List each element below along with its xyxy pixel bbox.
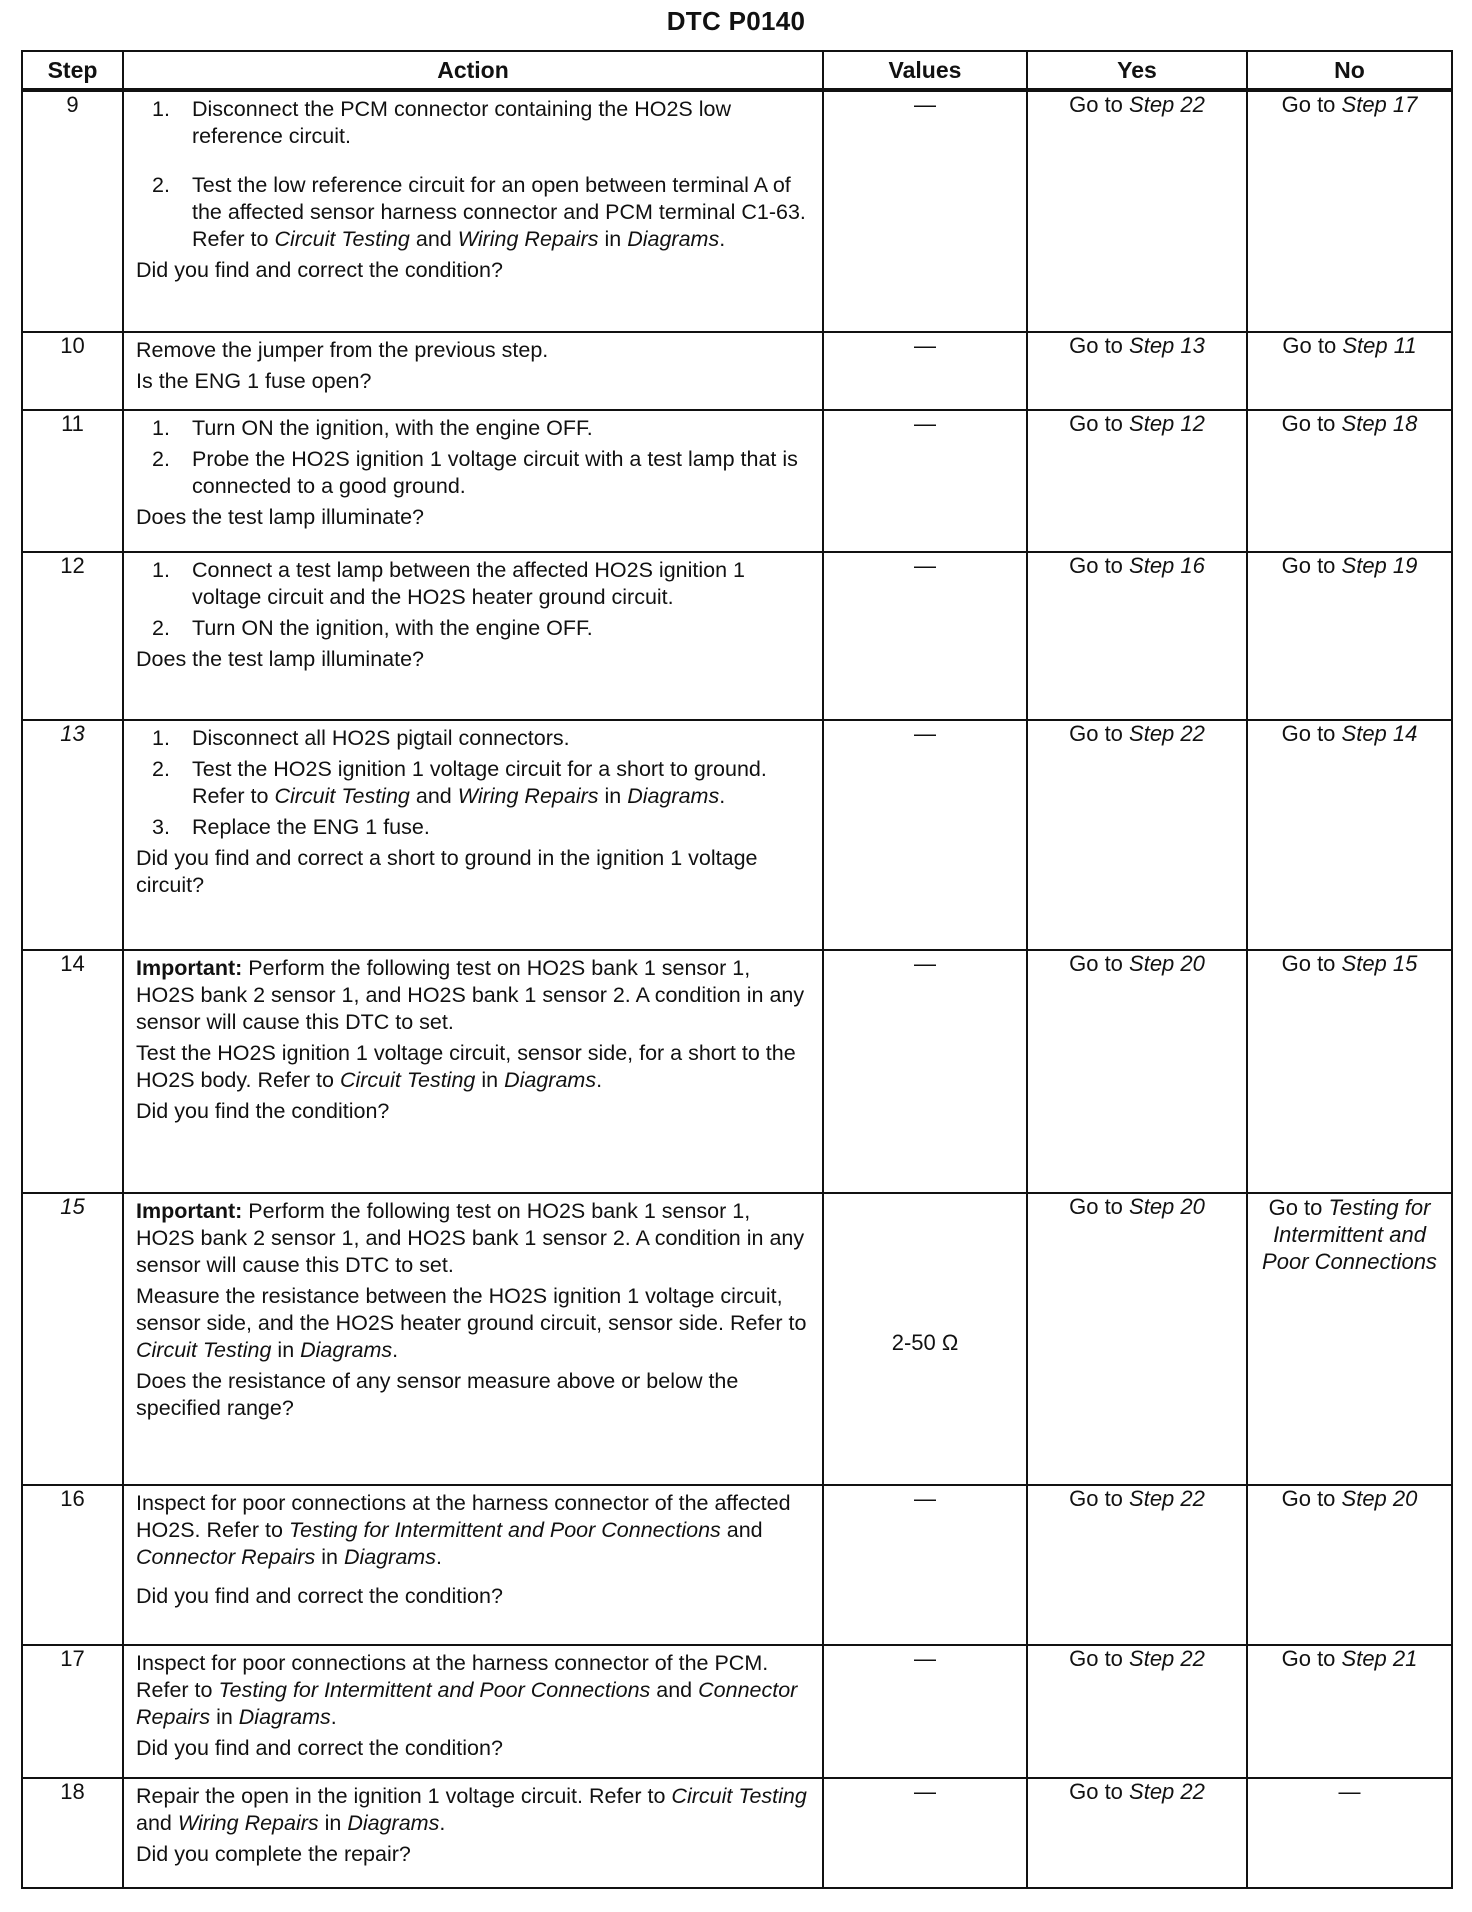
- important-note: [136, 1198, 812, 1279]
- value-text: —: [914, 1486, 936, 1511]
- important-note: [136, 955, 812, 1036]
- important-text: Perform the following test on HO2S bank 1 sensor 1, HO2S bank 2 sensor 1, and HO2S bank 1 sensor 2. A condition in any sensor will cause this DTC to set.: [136, 956, 805, 1034]
- step-number: 18: [22, 1778, 123, 1888]
- value-text: —: [914, 1779, 936, 1804]
- action-text: Inspect for poor connections at the harness connector of the affected HO2S. Refer to Testing for Intermittent and Poor Connections and Connector Repairs in Diagrams.: [136, 1491, 791, 1569]
- values-cell: [823, 552, 1027, 720]
- table-row: [22, 90, 1452, 332]
- action-question: Does the test lamp illuminate?: [136, 505, 425, 529]
- yes-cell: Go to Step 22: [1027, 1778, 1247, 1888]
- action-cell: [123, 1645, 823, 1778]
- action-item-text: Replace the ENG 1 fuse.: [192, 815, 430, 839]
- action-text: Measure the resistance between the HO2S ignition 1 voltage circuit, sensor side, and the HO2S heater ground circuit, sensor side. Refer to Circuit Testing in Diagrams.: [136, 1284, 807, 1362]
- action-item: 1. Connect a test lamp between the affected HO2S ignition 1 voltage circuit and the HO2S heater ground circuit.: [152, 558, 745, 609]
- important-label: Important:: [136, 956, 243, 980]
- table-row: [22, 1193, 1452, 1485]
- value-text: —: [914, 553, 936, 578]
- table-row: [22, 1485, 1452, 1645]
- step-number: 13: [22, 720, 123, 950]
- value-text: 2-50 Ω: [891, 1330, 959, 1355]
- action-item: 1. Disconnect the PCM connector containing the HO2S low reference circuit.: [152, 97, 731, 148]
- yes-cell: Go to Step 20: [1027, 1193, 1247, 1485]
- action-question: Did you find and correct the condition?: [136, 258, 503, 282]
- step-number: 16: [22, 1485, 123, 1645]
- action-question: Did you find and correct the condition?: [136, 1736, 503, 1760]
- page-title: DTC P0140: [666, 6, 806, 36]
- action-cell: [123, 410, 823, 552]
- header-step: Step: [22, 51, 123, 90]
- no-cell: Go to Step 19: [1247, 552, 1452, 720]
- values-cell: [823, 1485, 1027, 1645]
- values-cell: [823, 1645, 1027, 1778]
- header-row: [22, 51, 1452, 90]
- action-question: Did you find and correct the condition?: [136, 1584, 503, 1608]
- values-cell: [823, 332, 1027, 410]
- no-cell: Go to Step 17: [1247, 90, 1452, 332]
- action-question: Does the test lamp illuminate?: [136, 647, 425, 671]
- action-item: 2. Test the low reference circuit for an open between terminal A of the affected sensor harness connector and PCM terminal C1-63. Refer to Circuit Testing and Wiring Repairs in Diagrams.: [152, 173, 806, 251]
- action-item: 3. Replace the ENG 1 fuse.: [152, 815, 430, 839]
- no-cell: Go to Step 18: [1247, 410, 1452, 552]
- action-item-text: Disconnect the PCM connector containing the HO2S low reference circuit.: [192, 97, 731, 148]
- step-number: 17: [22, 1645, 123, 1778]
- header-values: Values: [823, 51, 1027, 90]
- action-item-text: Disconnect all HO2S pigtail connectors.: [192, 726, 570, 750]
- action-item-text: Connect a test lamp between the affected HO2S ignition 1 voltage circuit and the HO2S heater ground circuit.: [192, 558, 745, 609]
- table-row: [22, 332, 1452, 410]
- action-item: 2. Test the HO2S ignition 1 voltage circuit for a short to ground. Refer to Circuit Testing and Wiring Repairs in Diagrams.: [152, 757, 767, 808]
- action-text: Repair the open in the ignition 1 voltage circuit. Refer to Circuit Testing and Wiring Repairs in Diagrams.: [136, 1784, 807, 1835]
- step-number: 10: [22, 332, 123, 410]
- table-row: [22, 1778, 1452, 1888]
- action-question: Is the ENG 1 fuse open?: [136, 369, 372, 393]
- yes-cell: Go to Step 13: [1027, 332, 1247, 410]
- header-yes: Yes: [1027, 51, 1247, 90]
- no-cell: Go to Testing for Intermittent and Poor Connections: [1247, 1193, 1452, 1485]
- values-cell: [823, 90, 1027, 332]
- table-row: [22, 410, 1452, 552]
- action-text: Inspect for poor connections at the harness connector of the PCM. Refer to Testing for Intermittent and Poor Connections and Connector Repairs in Diagrams.: [136, 1651, 798, 1729]
- header-action: Action: [123, 51, 823, 90]
- action-item-text: Test the low reference circuit for an open between terminal A of the affected sensor harness connector and PCM terminal C1-63. Refer to Circuit Testing and Wiring Repairs in Diagrams.: [192, 173, 806, 251]
- no-cell: Go to Step 15: [1247, 950, 1452, 1193]
- values-cell: [823, 1778, 1027, 1888]
- action-item-text: Probe the HO2S ignition 1 voltage circuit with a test lamp that is connected to a good ground.: [192, 447, 798, 498]
- action-cell: [123, 90, 823, 332]
- action-item: 1. Turn ON the ignition, with the engine OFF.: [152, 416, 593, 440]
- step-number: 15: [22, 1193, 123, 1485]
- action-item: 2. Probe the HO2S ignition 1 voltage circuit with a test lamp that is connected to a good ground.: [152, 447, 798, 498]
- table-row: [22, 552, 1452, 720]
- action-text: Test the HO2S ignition 1 voltage circuit, sensor side, for a short to the HO2S body. Refer to Circuit Testing in Diagrams.: [136, 1041, 796, 1092]
- yes-cell: Go to Step 22: [1027, 720, 1247, 950]
- action-item-text: Test the HO2S ignition 1 voltage circuit for a short to ground. Refer to Circuit Testing and Wiring Repairs in Diagrams.: [192, 757, 767, 808]
- action-cell: [123, 1485, 823, 1645]
- action-item-text: Turn ON the ignition, with the engine OFF.: [192, 616, 593, 640]
- action-cell: [123, 1778, 823, 1888]
- value-text: —: [914, 951, 936, 976]
- action-cell: [123, 1193, 823, 1485]
- values-cell: [823, 950, 1027, 1193]
- action-cell: [123, 720, 823, 950]
- action-item-text: Turn ON the ignition, with the engine OFF.: [192, 416, 593, 440]
- action-cell: [123, 950, 823, 1193]
- action-item: 1. Disconnect all HO2S pigtail connectors.: [152, 726, 570, 750]
- no-cell: Go to Step 14: [1247, 720, 1452, 950]
- important-label: Important:: [136, 1199, 243, 1223]
- action-cell: [123, 552, 823, 720]
- no-cell: Go to Step 11: [1247, 332, 1452, 410]
- values-cell: [823, 410, 1027, 552]
- value-text: —: [914, 411, 936, 436]
- table-row: [22, 720, 1452, 950]
- yes-cell: Go to Step 22: [1027, 90, 1247, 332]
- values-cell: [823, 1193, 1027, 1485]
- value-text: —: [914, 721, 936, 746]
- step-number: 11: [22, 410, 123, 552]
- no-cell: —: [1247, 1778, 1452, 1888]
- diagnostic-table: [21, 50, 1453, 1889]
- step-number: 14: [22, 950, 123, 1193]
- yes-cell: Go to Step 16: [1027, 552, 1247, 720]
- step-number: 9: [22, 90, 123, 332]
- action-item: 2. Turn ON the ignition, with the engine OFF.: [152, 616, 593, 640]
- value-text: —: [914, 92, 936, 117]
- important-text: Perform the following test on HO2S bank 1 sensor 1, HO2S bank 2 sensor 1, and HO2S bank 1 sensor 2. A condition in any sensor will cause this DTC to set.: [136, 1199, 805, 1277]
- no-cell: Go to Step 20: [1247, 1485, 1452, 1645]
- action-question: Did you complete the repair?: [136, 1842, 411, 1866]
- header-no: No: [1247, 51, 1452, 90]
- action-question: Did you find and correct a short to ground in the ignition 1 voltage circuit?: [136, 846, 758, 897]
- table-row: [22, 1645, 1452, 1778]
- action-question: Does the resistance of any sensor measure above or below the specified range?: [136, 1369, 739, 1420]
- yes-cell: Go to Step 20: [1027, 950, 1247, 1193]
- action-text: Remove the jumper from the previous step.: [136, 338, 549, 362]
- value-text: —: [914, 333, 936, 358]
- value-text: —: [914, 1646, 936, 1671]
- action-question: Did you find the condition?: [136, 1099, 390, 1123]
- yes-cell: Go to Step 12: [1027, 410, 1247, 552]
- action-cell: [123, 332, 823, 410]
- step-number: 12: [22, 552, 123, 720]
- table-row: [22, 950, 1452, 1193]
- no-cell: Go to Step 21: [1247, 1645, 1452, 1778]
- yes-cell: Go to Step 22: [1027, 1485, 1247, 1645]
- yes-cell: Go to Step 22: [1027, 1645, 1247, 1778]
- values-cell: [823, 720, 1027, 950]
